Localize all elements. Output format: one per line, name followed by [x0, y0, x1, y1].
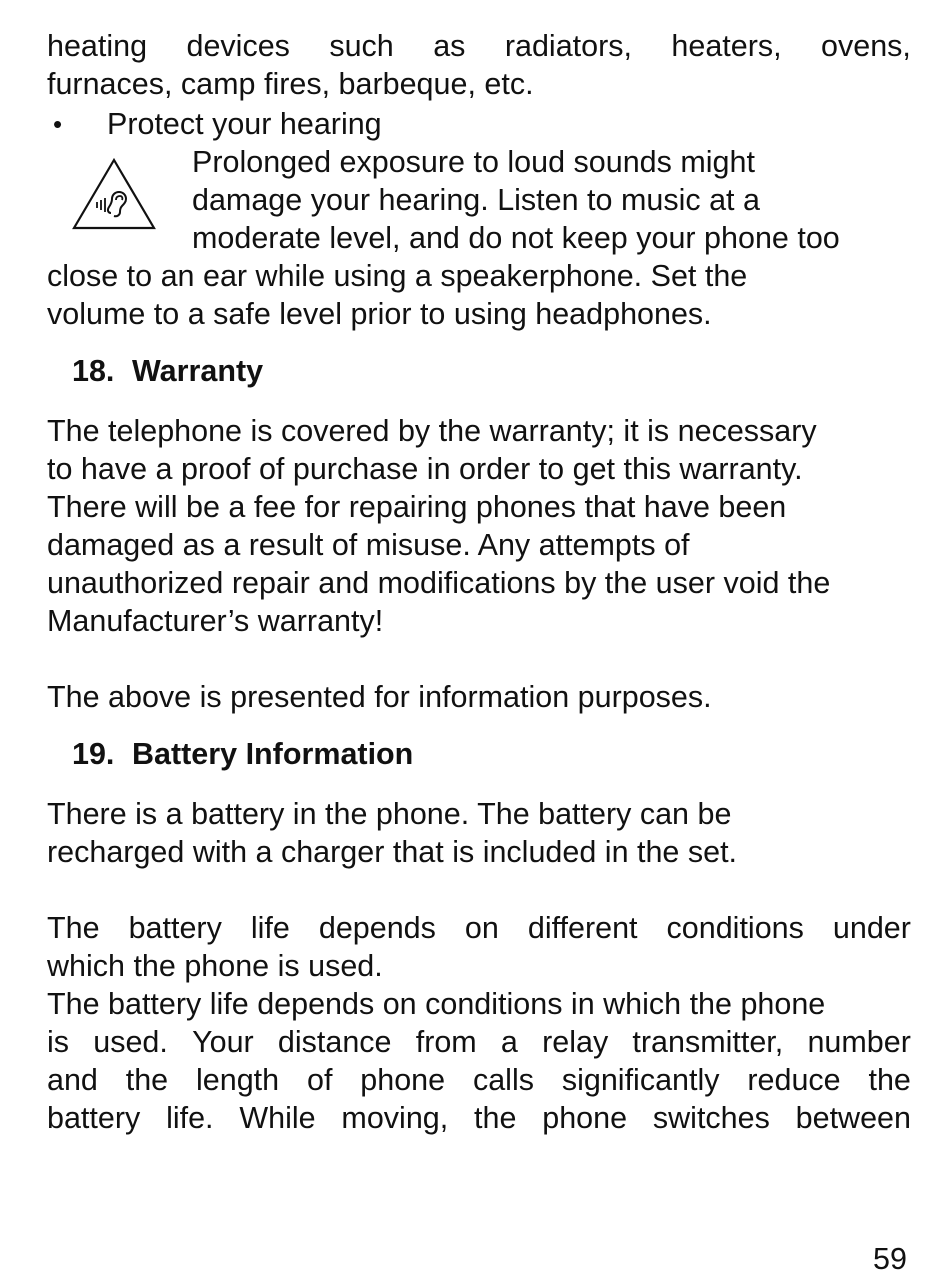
hearing-line-5: volume to a safe level prior to using headphones.	[47, 297, 712, 331]
battery-para3-line-4: battery life. While moving, the phone switches between	[47, 1101, 911, 1135]
warranty-line-4: damaged as a result of misuse. Any attempts of	[47, 528, 690, 562]
section-title: Battery Information	[132, 737, 414, 771]
hearing-line-1: Prolonged exposure to loud sounds might	[192, 145, 755, 179]
hearing-warning-icon	[70, 155, 158, 235]
section-heading-battery	[72, 735, 413, 773]
bullet-dot: •	[53, 109, 63, 139]
hearing-title: Protect your hearing	[107, 107, 382, 141]
battery-para3-line-1: The battery life depends on conditions in which the phone	[47, 987, 826, 1021]
hearing-line-3: moderate level, and do not keep your phone too	[192, 221, 840, 255]
battery-para2-line-1: The battery life depends on different conditions under	[47, 911, 911, 945]
hearing-line-4: close to an ear while using a speakerphone. Set the	[47, 259, 748, 293]
warranty-line-1: The telephone is covered by the warranty; it is necessary	[47, 414, 817, 448]
battery-para1-line-1: There is a battery in the phone. The battery can be	[47, 797, 732, 831]
section-heading-warranty	[72, 352, 263, 390]
warranty-note: The above is presented for information purposes.	[47, 680, 712, 714]
warranty-line-6: Manufacturer’s warranty!	[47, 604, 384, 638]
section-number: 18.	[72, 354, 115, 388]
battery-para3-line-3: and the length of phone calls significantly reduce the	[47, 1063, 911, 1097]
warranty-line-5: unauthorized repair and modifications by the user void the	[47, 566, 831, 600]
hearing-line-2: damage your hearing. Listen to music at a	[192, 183, 760, 217]
section-title: Warranty	[132, 354, 264, 388]
battery-para2-line-2: which the phone is used.	[47, 949, 383, 983]
battery-para3-line-2: is used. Your distance from a relay transmitter, number	[47, 1025, 911, 1059]
intro-line-1: heating devices such as radiators, heaters, ovens,	[47, 29, 911, 63]
intro-line-2: furnaces, camp fires, barbeque, etc.	[47, 67, 534, 101]
warranty-line-2: to have a proof of purchase in order to get this warranty.	[47, 452, 803, 486]
section-number: 19.	[72, 737, 115, 771]
battery-para1-line-2: recharged with a charger that is included in the set.	[47, 835, 738, 869]
page-number: 59	[873, 1242, 907, 1276]
warranty-line-3: There will be a fee for repairing phones that have been	[47, 490, 787, 524]
